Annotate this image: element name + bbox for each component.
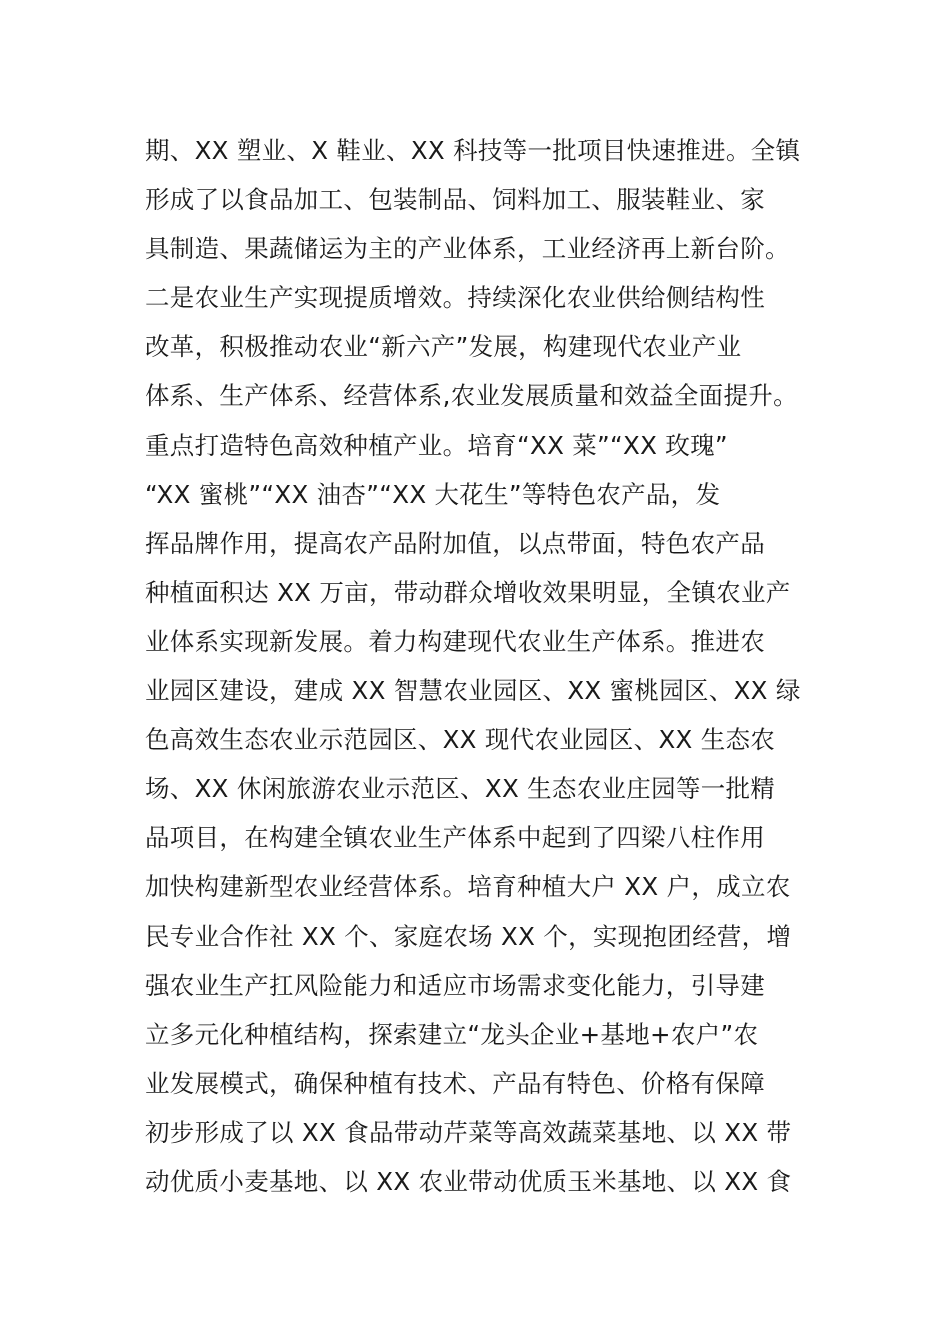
text-line: 场、XX 休闲旅游农业示范区、XX 生态农业庄园等一批精	[145, 774, 776, 804]
text-line: 品项目，在构建全镇农业生产体系中起到了四梁八柱作用	[145, 823, 765, 853]
text-line: 初步形成了以 XX 食品带动芹菜等高效蔬菜基地、以 XX 带	[145, 1117, 792, 1147]
text-line: 加快构建新型农业经营体系。培育种植大户 XX 户，成立农	[145, 872, 791, 902]
text-line: “XX 蜜桃”“XX 油杏”“XX 大花生”等特色农产品，发	[145, 479, 721, 509]
text-line: 种植面积达 XX 万亩，带动群众增收效果明显，全镇农业产	[145, 577, 791, 607]
text-line: 立多元化种植结构，探索建立“龙头企业+基地+农户”农	[145, 1019, 759, 1049]
text-line: 民专业合作社 XX 个、家庭农场 XX 个，实现抱团经营，增	[145, 921, 792, 951]
text-line: 重点打造特色高效种植产业。培育“XX 菜”“XX 玫瑰”	[145, 430, 728, 460]
text-line: 二是农业生产实现提质增效。持续深化农业供给侧结构性	[145, 283, 765, 313]
text-line: 改革，积极推动农业“新六产”发展，构建现代农业产业	[145, 332, 742, 362]
text-line: 色高效生态农业示范园区、XX 现代农业园区、XX 生态农	[145, 725, 776, 755]
text-line: 业园区建设，建成 XX 智慧农业园区、XX 蜜桃园区、XX 绿	[145, 676, 801, 706]
text-line: 动优质小麦基地、以 XX 农业带动优质玉米基地、以 XX 食	[145, 1166, 792, 1196]
text-line: 期、XX 塑业、X 鞋业、XX 科技等一批项目快速推进。全镇	[145, 136, 801, 165]
text-line: 具制造、果蔬储运为主的产业体系，工业经济再上新台阶。	[145, 234, 790, 264]
text-line: 形成了以食品加工、包装制品、饲料加工、服装鞋业、家	[145, 185, 765, 215]
body-text	[145, 126, 825, 1206]
text-line: 业体系实现新发展。着力构建现代农业生产体系。推进农	[145, 626, 765, 656]
text-line: 体系、生产体系、经营体系,农业发展质量和效益全面提升。	[145, 381, 798, 411]
text-line: 业发展模式，确保种植有技术、产品有特色、价格有保障	[145, 1068, 765, 1098]
text-line: 强农业生产扛风险能力和适应市场需求变化能力，引导建	[145, 970, 765, 1000]
text-line: 挥品牌作用，提高农产品附加值，以点带面，特色农产品	[145, 528, 765, 558]
